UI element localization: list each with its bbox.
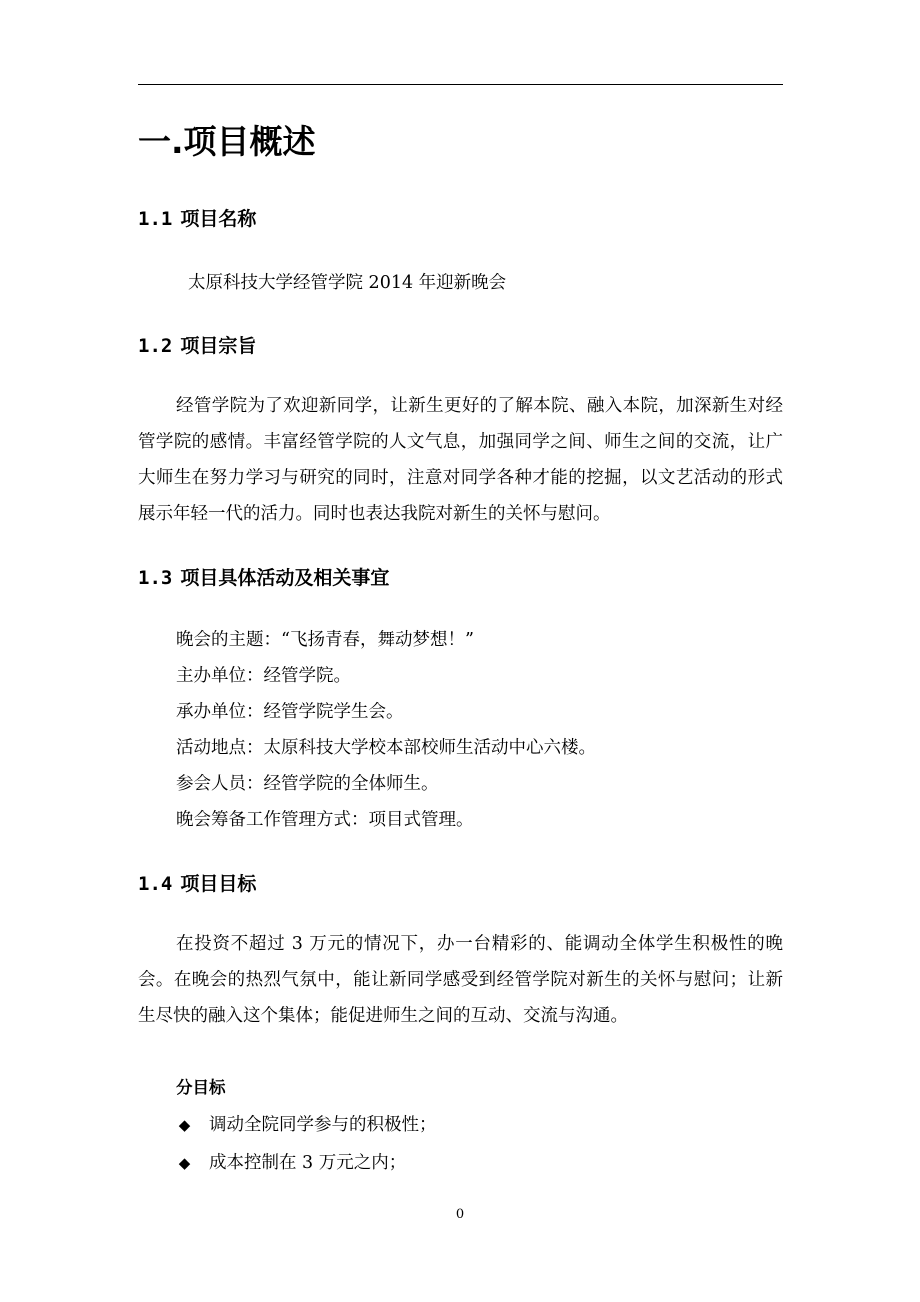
- detail-theme: 晚会的主题：“飞扬青春，舞动梦想！”: [176, 630, 474, 650]
- section-title: 项目具体活动及相关事宜: [180, 567, 390, 589]
- chapter-title: 一.项目概述: [138, 122, 316, 161]
- detail-venue: 活动地点：太原科技大学校本部校师生活动中心六楼。: [176, 738, 596, 758]
- list-item: [176, 1149, 406, 1177]
- diamond-bullet-icon: ◆: [178, 1154, 191, 1172]
- list-item: [176, 1111, 437, 1139]
- section-title: 项目宗旨: [180, 335, 257, 357]
- detail-host: 主办单位：经管学院。: [176, 666, 351, 686]
- section-title: 项目名称: [180, 208, 257, 230]
- section-number: 1.1: [138, 208, 173, 230]
- diamond-bullet-icon: ◆: [178, 1116, 191, 1134]
- subgoal-text: 成本控制在 3 万元之内；: [209, 1153, 407, 1173]
- purpose-paragraph: 经管学院为了欢迎新同学，让新生更好的了解本院、融入本院，加深新生对经管学院的感情。丰富经管学院的人文气息，加强同学之间、师生之间的交流，让广大师生在努力学习与研究的同时，注意对同学各种才能的挖掘，以文艺活动的形式展示年轻一代的活力。同时也表达我院对新生的关怀与慰问。: [138, 396, 783, 524]
- goal-paragraph: 在投资不超过 3 万元的情况下，办一台精彩的、能调动全体学生积极性的晚会。在晚会的热烈气氛中，能让新同学感受到经管学院对新生的关怀与慰问；让新生尽快的融入这个集体；能促进师生之间的互动、交流与沟通。: [138, 934, 783, 1026]
- project-name-text: 太原科技大学经管学院 2014 年迎新晚会: [188, 273, 507, 293]
- section-heading-1-2: [138, 331, 256, 361]
- detail-organizer: 承办单位：经管学院学生会。: [176, 702, 404, 722]
- section-heading-1-3: [138, 563, 389, 593]
- section-number: 1.3: [138, 567, 173, 589]
- page-number: 0: [455, 1207, 465, 1222]
- section-heading-1-4: [138, 869, 256, 899]
- section-number: 1.4: [138, 873, 173, 895]
- detail-attendees: 参会人员：经管学院的全体师生。: [176, 774, 439, 794]
- detail-management: 晚会筹备工作管理方式：项目式管理。: [176, 810, 474, 830]
- section-number: 1.2: [138, 335, 173, 357]
- subgoal-text: 调动全院同学参与的积极性；: [209, 1115, 437, 1135]
- header-rule: [138, 84, 783, 85]
- section-title: 项目目标: [180, 873, 257, 895]
- section-heading-1-1: [138, 204, 256, 234]
- subgoal-heading: 分目标: [176, 1078, 226, 1097]
